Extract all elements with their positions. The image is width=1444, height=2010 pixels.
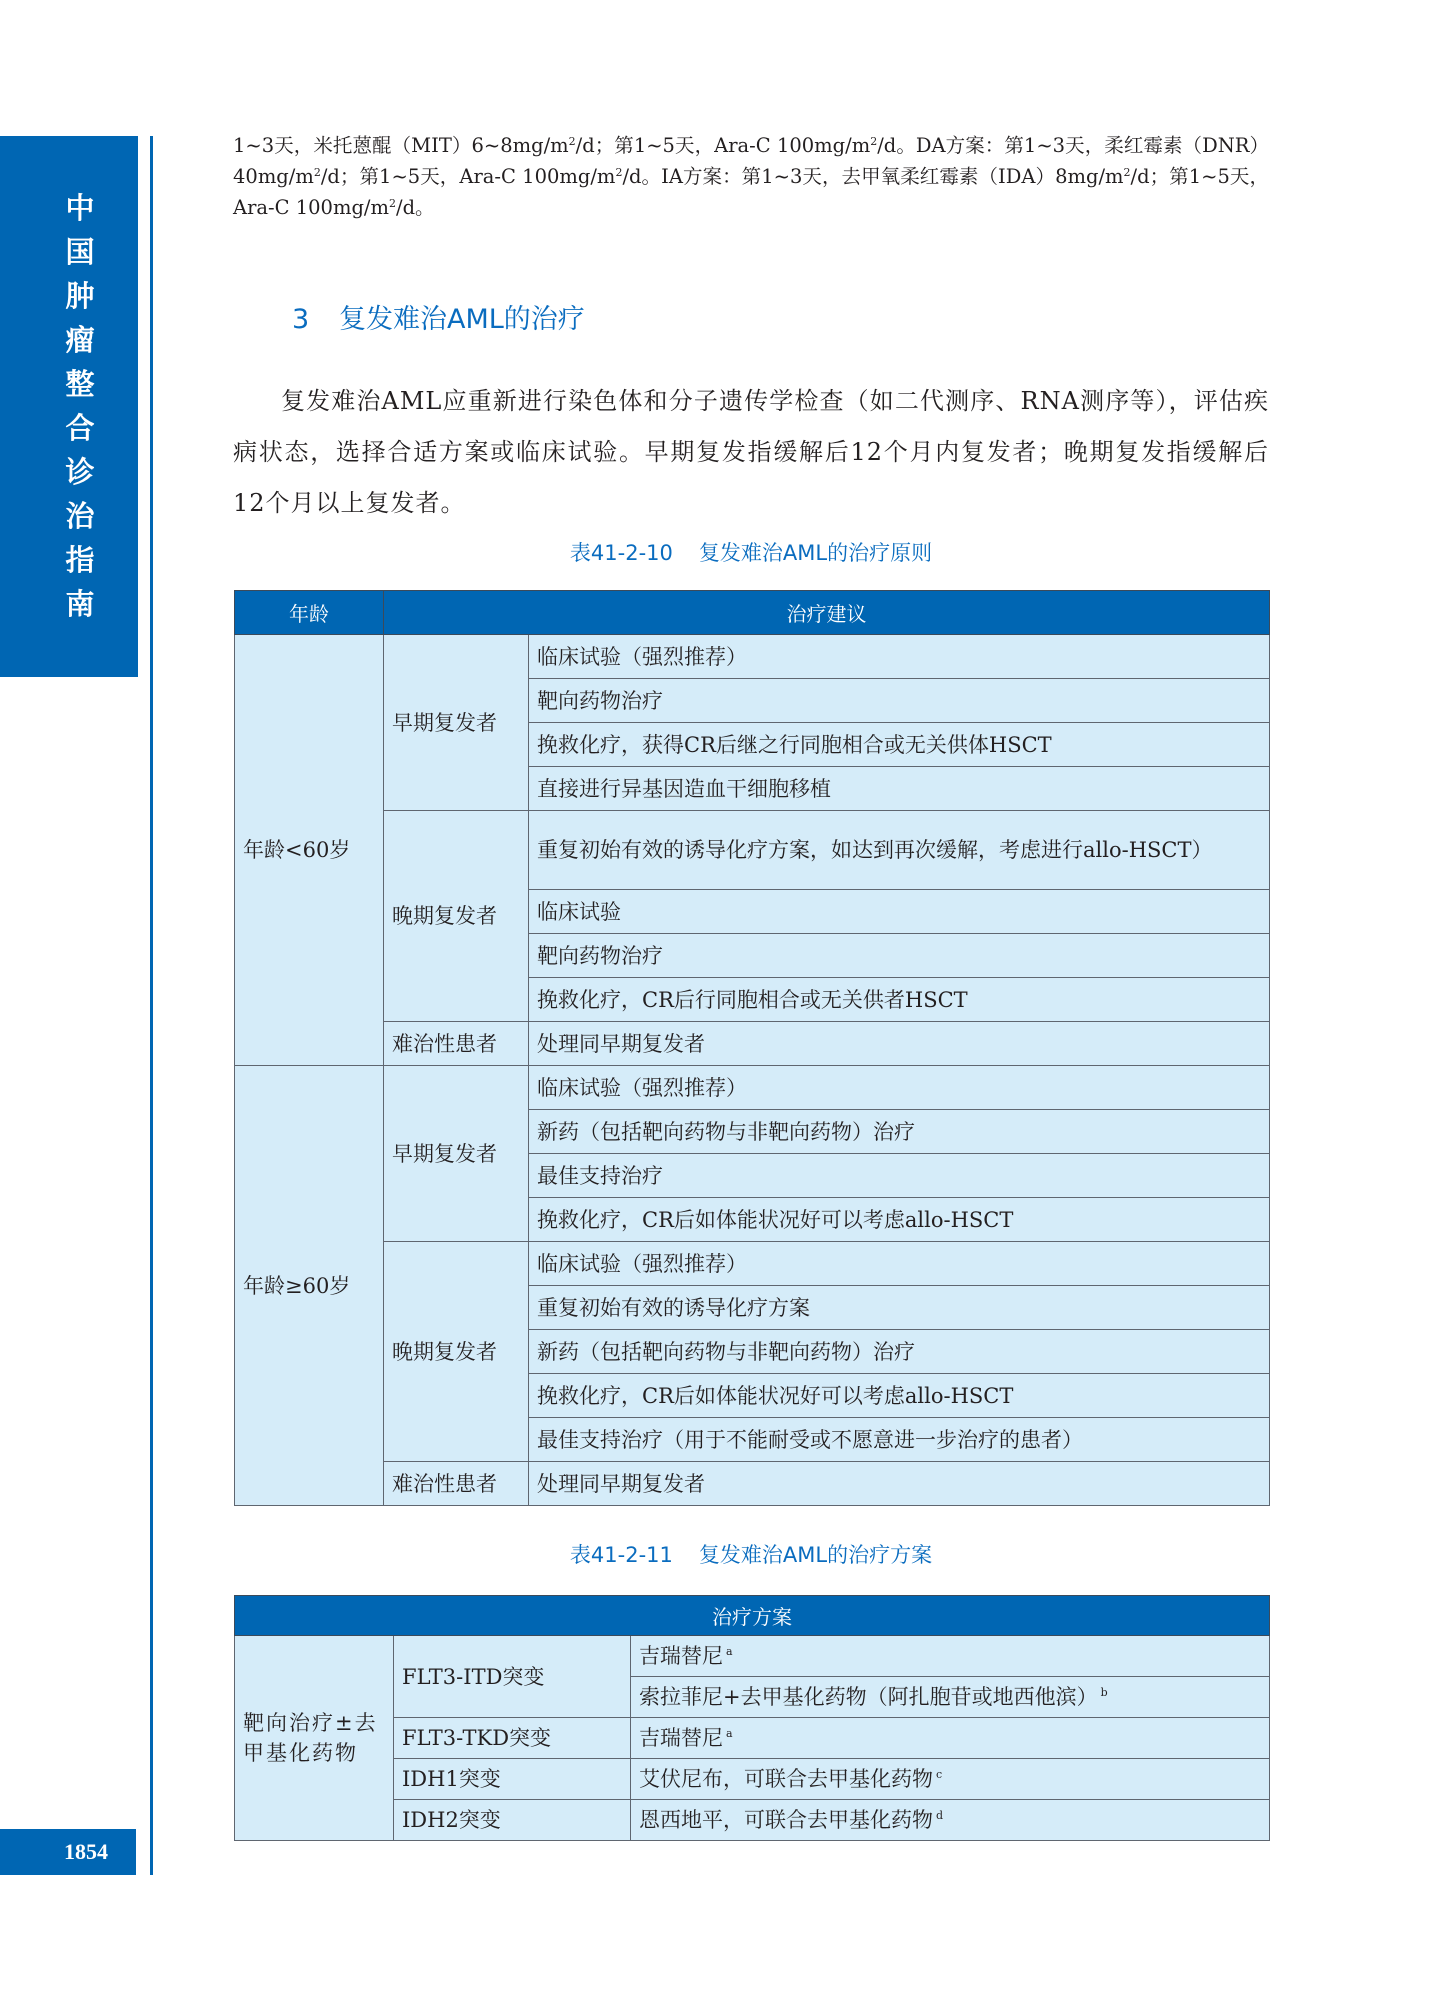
book-title-char: 瘤 — [65, 323, 95, 357]
book-title-char: 南 — [65, 587, 95, 621]
regimen-text: 恩西地平，可联合去甲基化药物 — [639, 1808, 933, 1832]
relapse-type-cell: 晚期复发者 — [384, 1242, 529, 1462]
regimen-cell — [631, 1759, 1270, 1800]
body-paragraph: 复发难治AML应重新进行染色体和分子遗传学检查（如二代测序、RNA测序等），评估疾病状态，选择合适方案或临床试验。早期复发指缓解后12个月内复发者；晚期复发指缓解后12个月以上复发者。 — [233, 387, 1269, 517]
recommendation-cell: 挽救化疗，CR后如体能状况好可以考虑allo-HSCT — [529, 1374, 1270, 1418]
footnote-mark: c — [936, 1768, 943, 1781]
relapse-type-cell: 晚期复发者 — [384, 811, 529, 1022]
mutation-cell: IDH2突变 — [394, 1800, 631, 1841]
page-number: 1854 — [0, 1829, 136, 1875]
section-title: 复发难治AML的治疗 — [339, 304, 585, 335]
table-header-row — [235, 1596, 1270, 1636]
treatment-regimens-table — [234, 1595, 1270, 1841]
regimen-cell — [631, 1677, 1270, 1718]
regimen-cell — [631, 1636, 1270, 1677]
table-number: 表41-2-11 — [569, 1543, 673, 1567]
book-title-char: 国 — [65, 235, 95, 269]
book-title-vertical — [58, 186, 102, 626]
recommendation-cell: 挽救化疗，获得CR后继之行同胞相合或无关供体HSCT — [529, 723, 1270, 767]
intro-text: /d。 — [396, 196, 435, 219]
table-title: 复发难治AML的治疗原则 — [698, 541, 933, 565]
mutation-cell: IDH1突变 — [394, 1759, 631, 1800]
intro-text: /d；第1~5天，Ara-C 100mg/m — [320, 165, 616, 188]
section-number: 3 — [292, 304, 310, 335]
recommendation-cell: 新药（包括靶向药物与非靶向药物）治疗 — [529, 1330, 1270, 1374]
recommendation-cell: 临床试验（强烈推荐） — [529, 635, 1270, 679]
regimen-text: 吉瑞替尼 — [639, 1726, 723, 1750]
recommendation-cell: 临床试验（强烈推荐） — [529, 1066, 1270, 1110]
table-row — [235, 811, 1270, 890]
footnote-mark: a — [726, 1645, 733, 1658]
section-heading — [292, 300, 585, 340]
book-title-char: 中 — [65, 191, 95, 225]
superscript: 2 — [615, 166, 623, 179]
relapse-type-cell: 早期复发者 — [384, 635, 529, 811]
mutation-cell: FLT3-TKD突变 — [394, 1718, 631, 1759]
sidebar-band — [0, 136, 138, 677]
relapse-type-cell: 早期复发者 — [384, 1066, 529, 1242]
table-caption — [233, 1540, 1269, 1570]
intro-text: /d；第1~5天，Ara-C 100mg/m — [575, 134, 871, 157]
mutation-cell: FLT3-ITD突变 — [394, 1636, 631, 1718]
recommendation-cell: 靶向药物治疗 — [529, 934, 1270, 978]
regimen-cell — [631, 1718, 1270, 1759]
header-regimen: 治疗方案 — [235, 1596, 1270, 1636]
superscript: 2 — [870, 135, 878, 148]
book-title-char: 指 — [65, 543, 95, 577]
relapse-type-cell: 难治性患者 — [384, 1022, 529, 1066]
recommendation-cell: 重复初始有效的诱导化疗方案，如达到再次缓解，考虑进行allo-HSCT） — [529, 811, 1270, 890]
age-group-cell: 年龄≥60岁 — [235, 1066, 384, 1506]
superscript: 2 — [568, 135, 576, 148]
book-title-char: 合 — [65, 411, 95, 445]
header-recommendation: 治疗建议 — [384, 591, 1270, 635]
table-title: 复发难治AML的治疗方案 — [698, 1543, 933, 1567]
recommendation-cell: 最佳支持治疗 — [529, 1154, 1270, 1198]
superscript: 2 — [389, 197, 396, 210]
footnote-mark: d — [936, 1809, 944, 1822]
recommendation-cell: 处理同早期复发者 — [529, 1462, 1270, 1506]
table-row — [235, 1066, 1270, 1110]
table-row — [235, 635, 1270, 679]
recommendation-cell: 处理同早期复发者 — [529, 1022, 1270, 1066]
recommendation-cell: 临床试验 — [529, 890, 1270, 934]
treatment-principles-table — [234, 590, 1270, 1506]
regimen-text: 艾伏尼布，可联合去甲基化药物 — [639, 1767, 933, 1791]
intro-text: /d。IA方案：第1~3天，去甲氧柔红霉素（IDA）8mg/m — [622, 165, 1124, 188]
table-number: 表41-2-10 — [569, 541, 673, 565]
book-title-char: 诊 — [65, 455, 95, 489]
recommendation-cell: 直接进行异基因造血干细胞移植 — [529, 767, 1270, 811]
superscript: 2 — [313, 166, 321, 179]
book-title-char: 肿 — [65, 279, 95, 313]
table-caption — [233, 538, 1269, 568]
table-row — [235, 1022, 1270, 1066]
intro-text: /d；第1~5天，Ara-C 100mg/m — [233, 165, 1269, 219]
therapy-category-cell: 靶向治疗±去甲基化药物 — [235, 1636, 394, 1841]
recommendation-cell: 新药（包括靶向药物与非靶向药物）治疗 — [529, 1110, 1270, 1154]
intro-paragraph — [233, 130, 1269, 223]
superscript: 2 — [1123, 166, 1131, 179]
table-row — [235, 1462, 1270, 1506]
recommendation-cell: 临床试验（强烈推荐） — [529, 1242, 1270, 1286]
regimen-text: 吉瑞替尼 — [639, 1644, 723, 1668]
regimen-cell — [631, 1800, 1270, 1841]
recommendation-cell: 最佳支持治疗（用于不能耐受或不愿意进一步治疗的患者） — [529, 1418, 1270, 1462]
recommendation-cell: 靶向药物治疗 — [529, 679, 1270, 723]
recommendation-cell: 重复初始有效的诱导化疗方案 — [529, 1286, 1270, 1330]
age-group-cell: 年龄<60岁 — [235, 635, 384, 1066]
table-row — [235, 1242, 1270, 1286]
recommendation-cell: 挽救化疗，CR后行同胞相合或无关供者HSCT — [529, 978, 1270, 1022]
intro-text: 1~3天，米托蒽醌（MIT）6~8mg/m — [233, 134, 569, 157]
recommendation-cell: 挽救化疗，CR后如体能状况好可以考虑allo-HSCT — [529, 1198, 1270, 1242]
intro-text: /d。DA方案：第1~3天，柔红霉素（DNR）40mg/m — [233, 134, 1270, 188]
relapse-type-cell: 难治性患者 — [384, 1462, 529, 1506]
footnote-mark: b — [1100, 1686, 1108, 1699]
book-title-char: 整 — [65, 367, 95, 401]
margin-rule — [150, 136, 153, 1875]
table-header-row — [235, 591, 1270, 635]
header-age: 年龄 — [235, 591, 384, 635]
regimen-text: 索拉菲尼+去甲基化药物（阿扎胞苷或地西他滨） — [639, 1685, 1098, 1709]
footnote-mark: a — [726, 1727, 733, 1740]
table-row — [235, 1636, 1270, 1677]
book-title-char: 治 — [65, 499, 95, 533]
